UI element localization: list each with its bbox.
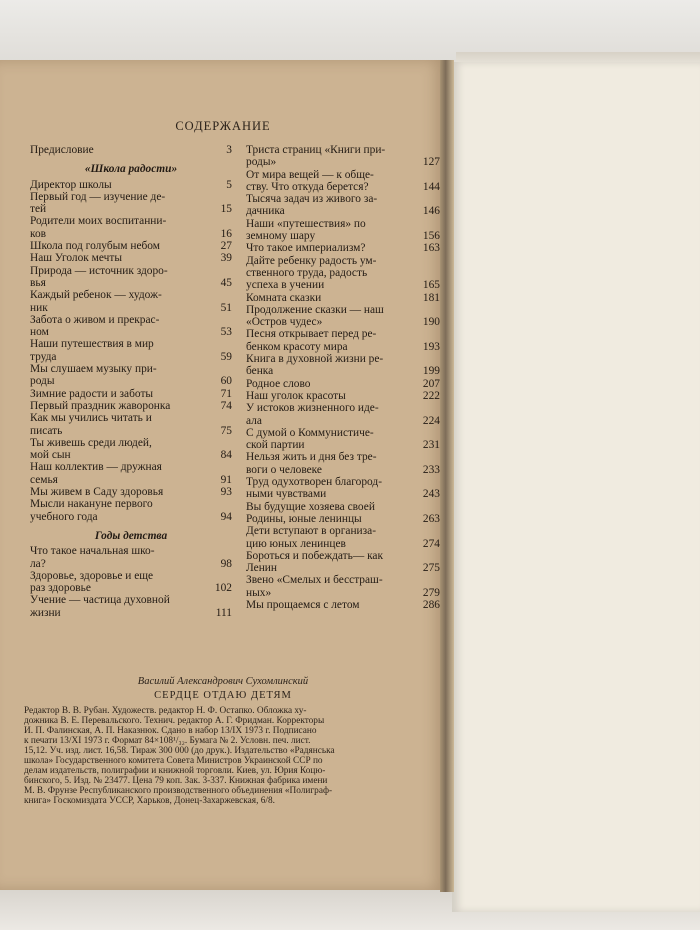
toc-entry-title: С думой о Коммунистиче- bbox=[246, 426, 374, 439]
toc-page-number: 111 bbox=[215, 606, 232, 619]
toc-entry-title: Труд одухотворен благород- bbox=[246, 476, 383, 489]
toc-page-number: 91 bbox=[220, 473, 232, 486]
toc-entry bbox=[30, 461, 232, 486]
toc-entry bbox=[30, 338, 232, 363]
toc-entry bbox=[246, 144, 440, 169]
toc-page-number: 59 bbox=[220, 350, 232, 363]
toc-entry-title: писать bbox=[30, 424, 63, 437]
book-spine bbox=[440, 60, 454, 892]
toc-page-number: 98 bbox=[220, 557, 232, 570]
toc-page-number: 84 bbox=[220, 449, 232, 462]
toc-page-number: 127 bbox=[422, 156, 440, 169]
toc-entry-title: ков bbox=[30, 227, 47, 240]
toc-entry-title: Дети вступают в организа- bbox=[246, 525, 376, 538]
toc-entry-title: Дайте ребенку радость ум- bbox=[246, 254, 377, 267]
toc-page-number: 222 bbox=[422, 389, 440, 402]
toc-entry bbox=[30, 144, 232, 156]
toc-entry-title: жизни bbox=[30, 606, 61, 619]
toc-entry-title: Забота о живом и прекрас- bbox=[30, 313, 160, 326]
toc-page-number: 71 bbox=[220, 387, 232, 400]
imprint-line: 15,12. Уч. изд. лист. 16,58. Тираж 300 000 (до друк.). Издательство «Радянська bbox=[24, 746, 335, 756]
toc-entry bbox=[246, 304, 440, 329]
toc-entry-title: воги о человеке bbox=[246, 463, 322, 476]
toc-page-number: 286 bbox=[422, 598, 440, 611]
toc-entry bbox=[30, 240, 232, 252]
toc-entry-title: учебного года bbox=[30, 510, 98, 523]
toc-entry-title: Вы будущие хозяева своей bbox=[246, 500, 375, 513]
toc-entry-title: Наши «путешествия» по bbox=[246, 217, 366, 230]
toc-page-number: 279 bbox=[422, 586, 440, 599]
author-name: Василий Александрович Сухомлинский bbox=[137, 676, 309, 687]
toc-entry-title: мой сын bbox=[30, 449, 71, 462]
toc-page-number: 165 bbox=[422, 279, 440, 292]
toc-entry-title: Ты живешь среди людей, bbox=[30, 436, 152, 449]
toc-page-number: 181 bbox=[422, 291, 440, 304]
toc-entry-title: Звено «Смелых и бесстраш- bbox=[246, 574, 383, 587]
toc-entry-title: Зимние радости и заботы bbox=[30, 387, 154, 400]
toc-entry-title: ской партии bbox=[246, 439, 305, 452]
toc-entry-title: Комната сказки bbox=[246, 291, 322, 304]
toc-entry-title: От мира вещей — к обще- bbox=[246, 168, 374, 181]
toc-entry-title: цию юных ленинцев bbox=[246, 537, 346, 550]
imprint-line: дожника В. Е. Перевальского. Технич. редактор А. Г. Фридман. Корректоры bbox=[24, 716, 325, 726]
contents-title: СОДЕРЖАНИЕ bbox=[175, 119, 271, 133]
toc-section-heading: «Школа радости» bbox=[84, 163, 178, 176]
toc-page-number: 199 bbox=[422, 365, 440, 378]
toc-page-number: 243 bbox=[422, 488, 440, 501]
toc-entry-title: Предисловие bbox=[30, 144, 94, 156]
toc-entry-title: ла? bbox=[30, 557, 46, 570]
toc-entry-title: тей bbox=[30, 203, 47, 216]
toc-entry bbox=[246, 353, 440, 378]
toc-entry-title: Родное слово bbox=[246, 377, 311, 390]
toc-entry bbox=[30, 412, 232, 437]
imprint-line: М. В. Фрунзе Республиканского производственного объединения «Полиграф- bbox=[24, 786, 333, 796]
toc-entry-title: ном bbox=[30, 326, 49, 339]
toc-entry-title: Наши путешествия в мир bbox=[30, 338, 154, 351]
toc-page-number: 190 bbox=[422, 316, 440, 329]
toc-page-number: 27 bbox=[220, 240, 232, 253]
toc-page-number: 53 bbox=[220, 326, 232, 339]
book-title: СЕРДЦЕ ОТДАЮ ДЕТЯМ bbox=[154, 690, 292, 701]
toc-entry bbox=[246, 218, 440, 243]
toc-entry bbox=[30, 252, 232, 264]
imprint-text bbox=[24, 706, 436, 806]
toc-entry-title: Первый год — изучение де- bbox=[30, 190, 166, 203]
toc-entry bbox=[30, 314, 232, 339]
imprint-line: к печати 13/XI 1973 г. Формат 84×108¹/₃₂. Бумага № 2. Условн. печ. лист. bbox=[24, 736, 311, 746]
toc-entry-title: успеха в учении bbox=[246, 279, 325, 292]
toc-entry bbox=[30, 191, 232, 216]
toc-entry-title: У истоков жизненного иде- bbox=[246, 402, 379, 415]
toc-page-number: 93 bbox=[220, 486, 232, 499]
toc-page-number: 15 bbox=[220, 203, 232, 216]
toc-page-number: 224 bbox=[422, 414, 440, 427]
toc-entry bbox=[246, 402, 440, 427]
toc-page-number: 39 bbox=[220, 252, 232, 265]
toc-entry bbox=[246, 292, 440, 304]
toc-entry bbox=[30, 363, 232, 388]
toc-left-column bbox=[30, 144, 232, 619]
toc-entry-title: Триста страниц «Книги при- bbox=[246, 144, 386, 156]
toc-entry-title: ник bbox=[30, 301, 48, 314]
toc-entry-title: Наш уголок красоты bbox=[246, 389, 346, 402]
toc-page-number: 231 bbox=[422, 439, 440, 452]
toc-page-number: 60 bbox=[220, 375, 232, 388]
toc-entry-title: Наш коллектив — дружная bbox=[30, 461, 162, 474]
toc-entry bbox=[30, 570, 232, 595]
toc-entry-title: раз здоровье bbox=[30, 582, 91, 595]
toc-entry bbox=[246, 550, 440, 575]
toc-entry bbox=[30, 215, 232, 240]
toc-entry-title: Что такое империализм? bbox=[246, 242, 366, 255]
imprint-line: бинского, 5. Изд. № 23477. Цена 79 коп. Зак. 3-337. Книжная фабрика имени bbox=[24, 776, 328, 786]
toc-entry bbox=[30, 437, 232, 462]
toc-entry-title: ала bbox=[246, 414, 262, 427]
toc-entry-title: ными чувствами bbox=[246, 488, 327, 501]
toc-page-number: 263 bbox=[422, 512, 440, 525]
toc-entry-title: труда bbox=[30, 350, 57, 363]
toc-entry-title: ству. Что откуда берется? bbox=[246, 180, 369, 193]
toc-entry-title: Природа — источник здоро- bbox=[30, 264, 168, 277]
toc-entry-title: Ленин bbox=[246, 562, 277, 575]
toc-entry-title: Тысяча задач из живого за- bbox=[246, 193, 378, 206]
toc-page-number: 94 bbox=[220, 510, 232, 523]
toc-entry-title: вья bbox=[30, 276, 46, 289]
toc-entry-title: Мы слушаем музыку при- bbox=[30, 363, 157, 376]
toc-entry-title: бенка bbox=[246, 365, 274, 378]
toc-entry bbox=[246, 501, 440, 526]
toc-entry bbox=[246, 193, 440, 218]
toc-entry bbox=[30, 179, 232, 191]
toc-entry-title: Мы прощаемся с летом bbox=[246, 598, 360, 611]
toc-page-number: 16 bbox=[220, 227, 232, 240]
toc-page-number: 144 bbox=[422, 180, 440, 193]
toc-page-number: 274 bbox=[422, 537, 440, 550]
imprint-line: Редактор В. В. Рубан. Художеств. редактор Н. Ф. Остапко. Обложка ху- bbox=[24, 706, 307, 716]
toc-entry-title: Каждый ребенок — худож- bbox=[30, 289, 162, 302]
toc-entry-title: Мы живем в Саду здоровья bbox=[30, 486, 164, 499]
toc-entry-title: роды» bbox=[246, 156, 277, 169]
toc-page-number: 233 bbox=[422, 463, 440, 476]
toc-page-number: 74 bbox=[220, 399, 232, 412]
toc-entry-title: Школа под голубым небом bbox=[30, 240, 160, 253]
toc-entry-title: Что такое начальная шко- bbox=[30, 545, 155, 558]
toc-entry bbox=[246, 169, 440, 194]
toc-entry bbox=[30, 498, 232, 523]
toc-entry-title: Книга в духовной жизни ре- bbox=[246, 353, 384, 366]
toc-entry bbox=[246, 242, 440, 254]
toc-entry-title: ных» bbox=[246, 586, 272, 599]
toc-entry bbox=[246, 451, 440, 476]
toc-entry bbox=[30, 400, 232, 412]
toc-entry bbox=[246, 255, 440, 292]
toc-page-number: 193 bbox=[422, 340, 440, 353]
toc-section-heading: Годы детства bbox=[94, 529, 168, 542]
toc-page-number: 45 bbox=[220, 276, 232, 289]
imprint-line: книга» Госкомиздата УССР, Харьков, Донец-Захаржевская, 6/8. bbox=[24, 796, 275, 806]
toc-entry-title: ственного труда, радость bbox=[246, 266, 368, 279]
toc-page-number: 146 bbox=[422, 205, 440, 218]
toc-entry bbox=[30, 486, 232, 498]
toc-entry-title: дачника bbox=[246, 205, 285, 218]
toc-page-number: 51 bbox=[220, 301, 232, 314]
toc-entry-title: Наш Уголок мечты bbox=[30, 252, 122, 265]
toc-page-number: 75 bbox=[220, 424, 232, 437]
toc-entry-title: Директор школы bbox=[30, 178, 112, 191]
toc-page-number: 5 bbox=[226, 178, 232, 191]
toc-entry-title: Песня открывает перед ре- bbox=[246, 328, 377, 341]
toc-entry-title: Мысли накануне первого bbox=[30, 498, 153, 511]
toc-entry bbox=[246, 476, 440, 501]
toc-entry-title: семья bbox=[30, 473, 58, 486]
toc-page-number: 156 bbox=[422, 230, 440, 243]
toc-entry-title: Бороться и побеждать— как bbox=[246, 549, 384, 562]
toc-entry bbox=[246, 525, 440, 550]
toc-entry bbox=[30, 388, 232, 400]
toc-entry-title: «Остров чудес» bbox=[246, 316, 323, 329]
toc-entry bbox=[246, 378, 440, 390]
toc-entry-title: бенком красоту мира bbox=[246, 340, 348, 353]
toc-entry bbox=[30, 545, 232, 570]
back-cover bbox=[452, 62, 700, 912]
toc-entry bbox=[246, 427, 440, 452]
toc-right-column bbox=[246, 144, 440, 611]
toc-page-number: 163 bbox=[422, 242, 440, 255]
toc-page-number: 275 bbox=[422, 562, 440, 575]
toc-entry bbox=[246, 328, 440, 353]
toc-entry bbox=[246, 599, 440, 611]
toc-entry-title: роды bbox=[30, 375, 55, 388]
toc-entry-title: земному шару bbox=[246, 230, 316, 243]
toc-page-number: 3 bbox=[226, 144, 232, 156]
toc-entry bbox=[30, 289, 232, 314]
toc-entry-title: Родины, юные ленинцы bbox=[246, 512, 362, 525]
toc-entry-title: Продолжение сказки — наш bbox=[246, 303, 384, 316]
toc-entry bbox=[30, 265, 232, 290]
toc-entry bbox=[246, 574, 440, 599]
imprint-line: И. П. Фалинская, А. П. Наказнюк. Сдано в набор 13/IX 1973 г. Подписано bbox=[24, 726, 317, 736]
toc-entry bbox=[30, 594, 232, 619]
toc-page-number: 207 bbox=[422, 377, 440, 390]
toc-entry-title: Здоровье, здоровье и еще bbox=[30, 569, 154, 582]
toc-entry bbox=[246, 390, 440, 402]
imprint-line: школа» Государственного комитета Совета Министров Украинской ССР по bbox=[24, 756, 323, 766]
toc-page-number: 102 bbox=[214, 582, 232, 595]
toc-entry-title: Первый праздник жаворонка bbox=[30, 399, 171, 412]
toc-entry-title: Родители моих воспитанни- bbox=[30, 215, 167, 228]
toc-entry-title: Нельзя жить и дня без тре- bbox=[246, 451, 377, 464]
imprint-line: делам издательств, полиграфии и книжной торговли. Киев, ул. Юрия Коцю- bbox=[24, 766, 326, 776]
toc-entry-title: Как мы учились читать и bbox=[30, 412, 152, 425]
toc-entry-title: Учение — частица духовной bbox=[30, 594, 170, 607]
